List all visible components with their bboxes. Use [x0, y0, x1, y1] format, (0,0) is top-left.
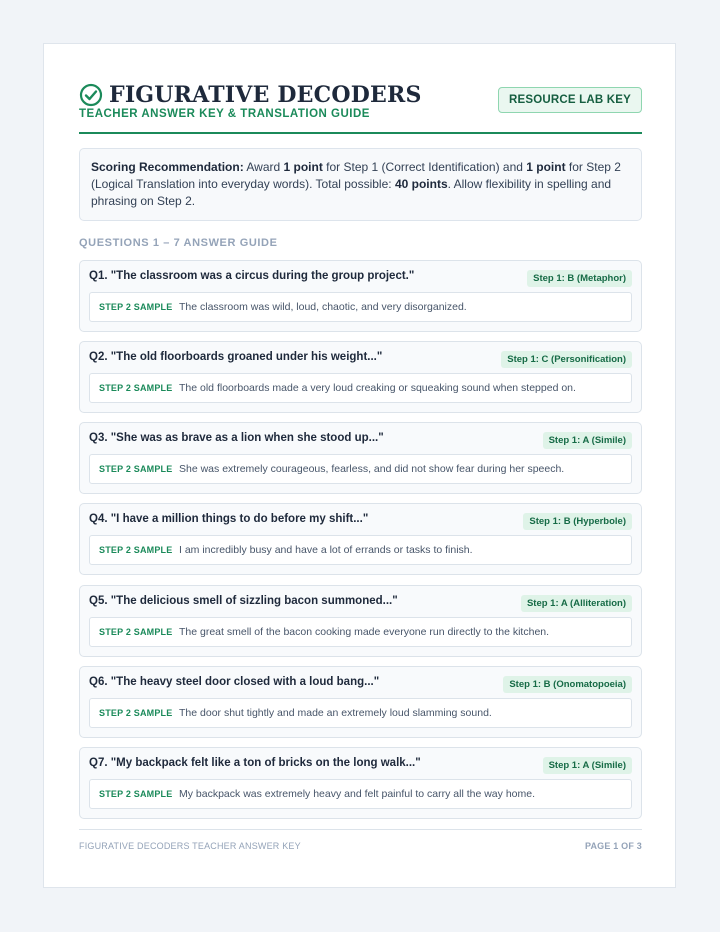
section-title: QUESTIONS 1 – 7 ANSWER GUIDE: [79, 237, 278, 249]
page-subtitle: TEACHER ANSWER KEY & TRANSLATION GUIDE: [79, 108, 370, 120]
step2-sample-box: [89, 292, 632, 322]
step2-sample-text: She was extremely courageous, fearless, and did not show fear during her speech.: [179, 463, 565, 475]
step2-sample-box: [89, 373, 632, 403]
step2-sample-text: The classroom was wild, loud, chaotic, and very disorganized.: [179, 301, 467, 313]
question-text: Q2. "The old floorboards groaned under his weight...": [89, 351, 383, 363]
question-text: Q4. "I have a million things to do before my shift...": [89, 513, 369, 525]
step2-sample-text: The door shut tightly and made an extremely loud slamming sound.: [179, 707, 492, 719]
scoring-text-4: . Allow flexibility in spelling and phrasing on Step 2.: [91, 177, 612, 208]
question-text: Q5. "The delicious smell of sizzling bacon summoned...": [89, 595, 398, 607]
step2-sample-box: [89, 779, 632, 809]
question-text: Q1. "The classroom was a circus during the group project.": [89, 270, 415, 282]
footer-page-number: PAGE 1 OF 3: [584, 841, 642, 851]
step1-answer-badge: Step 1: A (Alliteration): [521, 595, 632, 612]
page-title: FIGURATIVE DECODERS: [109, 82, 422, 108]
scoring-points-step1: 1 point: [283, 160, 323, 174]
step2-sample-box: [89, 535, 632, 565]
step1-answer-badge: Step 1: A (Simile): [543, 757, 632, 774]
question-card-q3: [79, 422, 642, 494]
step2-sample-text: The great smell of the bacon cooking made everyone run directly to the kitchen.: [179, 626, 550, 638]
answer-key-page: [43, 43, 676, 888]
step2-sample-text: The old floorboards made a very loud creaking or squeaking sound when stepped on.: [179, 382, 576, 394]
step1-answer-badge: Step 1: C (Personification): [501, 351, 632, 368]
page-footer: [79, 829, 642, 851]
scoring-label: Scoring Recommendation:: [91, 160, 244, 174]
step2-sample-box: [89, 698, 632, 728]
scoring-text-2: for Step 1 (Correct Identification) and: [322, 160, 527, 174]
question-card-q5: [79, 585, 642, 657]
scoring-text-1: Award: [243, 160, 284, 174]
step2-sample-text: I am incredibly busy and have a lot of errands or tasks to finish.: [179, 544, 473, 556]
question-card-q6: [79, 666, 642, 738]
step2-sample-label: STEP 2 SAMPLE: [99, 302, 173, 312]
step2-sample-label: STEP 2 SAMPLE: [99, 789, 173, 799]
question-card-q4: [79, 503, 642, 575]
check-circle-icon: [79, 83, 103, 107]
scoring-total-points: 40 points: [394, 177, 448, 191]
footer-document-name: FIGURATIVE DECODERS TEACHER ANSWER KEY: [79, 841, 301, 851]
step2-sample-label: STEP 2 SAMPLE: [99, 464, 173, 474]
step1-answer-badge: Step 1: B (Onomatopoeia): [503, 676, 632, 693]
title-row: [79, 81, 422, 109]
question-card-q2: [79, 341, 642, 413]
step2-sample-label: STEP 2 SAMPLE: [99, 545, 173, 555]
page-header: [79, 81, 642, 134]
scoring-points-step2: 1 point: [526, 160, 566, 174]
step1-answer-badge: Step 1: B (Hyperbole): [523, 513, 632, 530]
scoring-recommendation: [79, 148, 642, 221]
question-card-q7: [79, 747, 642, 819]
step2-sample-label: STEP 2 SAMPLE: [99, 708, 173, 718]
step2-sample-text: My backpack was extremely heavy and felt painful to carry all the way home.: [179, 788, 535, 800]
resource-lab-key-badge: RESOURCE LAB KEY: [498, 87, 642, 113]
question-card-q1: [79, 260, 642, 332]
step2-sample-box: [89, 454, 632, 484]
step1-answer-badge: Step 1: B (Metaphor): [527, 270, 632, 287]
question-text: Q7. "My backpack felt like a ton of bricks on the long walk...": [89, 757, 421, 769]
scoring-text-3: for Step 2 (Logical Translation into everyday words). Total possible:: [91, 160, 621, 191]
step1-answer-badge: Step 1: A (Simile): [543, 432, 632, 449]
step2-sample-label: STEP 2 SAMPLE: [99, 627, 173, 637]
step2-sample-box: [89, 617, 632, 647]
question-text: Q3. "She was as brave as a lion when she stood up...": [89, 432, 384, 444]
question-text: Q6. "The heavy steel door closed with a loud bang...": [89, 676, 380, 688]
step2-sample-label: STEP 2 SAMPLE: [99, 383, 173, 393]
